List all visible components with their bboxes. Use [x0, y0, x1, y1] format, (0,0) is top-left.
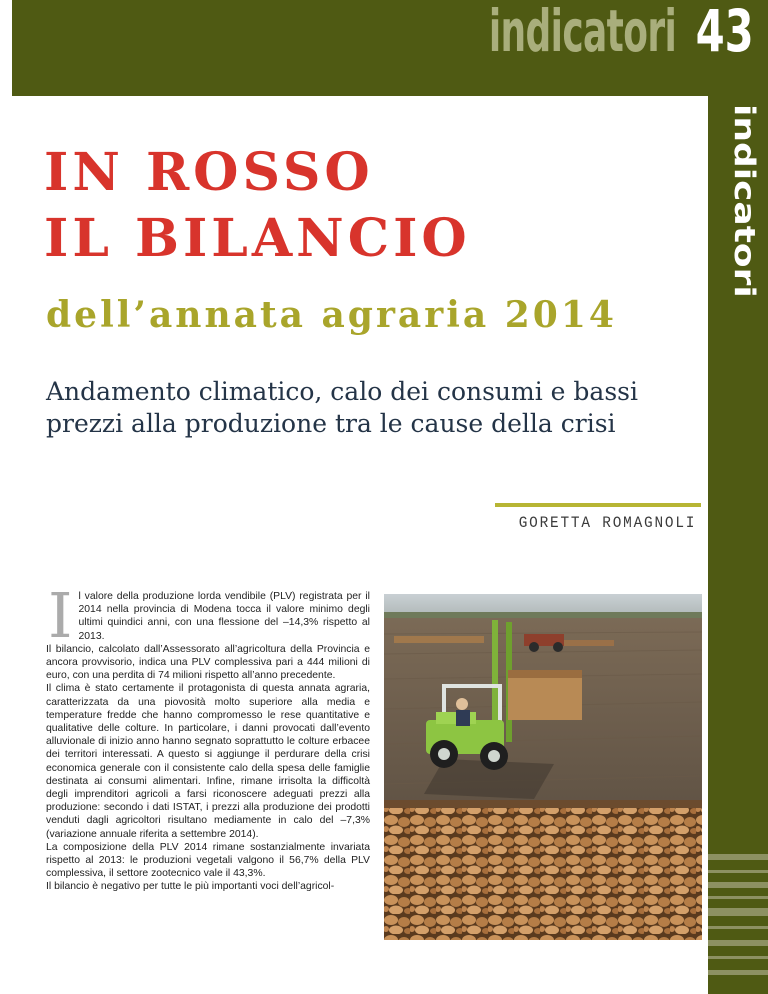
harvest-photo: [384, 594, 702, 940]
article-title: [44, 140, 471, 272]
body-paragraph-1: l valore della produzione lorda vendibile (PLV) registrata per il 2014 nella provincia di Modena tocca il valore minimo degli ultimi quindici anni, con una flessione del –14,3% rispetto al 2013.: [78, 591, 370, 642]
body-paragraph-4: La composizione della PLV 2014 rimane sostanzialmente invariata rispetto al 2013: le produzioni vegetali valgono il 56,7% della PLV complessiva, il settore zootecnico vale il 43,3%.: [46, 841, 370, 880]
drop-cap: I: [48, 579, 73, 652]
article-body: [46, 579, 370, 894]
title-line-1: IN ROSSO: [44, 142, 374, 203]
header-bar: [12, 0, 768, 96]
body-paragraph-5: Il bilancio è negativo per tutte le più importanti voci dell’agricol-: [46, 881, 335, 893]
body-paragraph-2: Il bilancio, calcolato dall’Assessorato all’agricoltura della Provincia e ancora provvisorio, indica una PLV complessiva pari a 444 milioni di euro, con una perdita di 74 milioni rispetto all’anno precedente.: [46, 643, 370, 682]
article-subtitle: dell’annata agraria 2014: [46, 294, 617, 336]
title-line-2: IL BILANCIO: [44, 208, 471, 269]
page-number: 43: [695, 0, 754, 65]
author-byline: GORETTA ROMAGNOLI: [518, 514, 696, 532]
body-paragraph-3: Il clima è stato certamente il protagonista di questa annata agraria, caratterizzata da una piovosità molto superiore alla media e temperature fredde che hanno compromesso le rese quantitative e qualitative delle colture. In particolare, i danni provocati dall’evento alluvionale di inizio anno hanno segnato soprattutto le colture erbacee dei territori interessati. A questo si aggiunge il perdurare della crisi economica generale con il consistente calo della spesa delle famiglie destinata ai consumi alimentari. Infine, rimane irrisolta la difficoltà degli imprenditori agricoli a farsi riconoscere adeguati prezzi alla produzione: secondo i dati ISTAT, i prezzi alla produzione dei prodotti venduti dagli agricoltori risultano mediamente in calo del –7,3% (variazione annuale riferita a settembre 2014).: [46, 683, 370, 840]
decorative-stripes: [708, 844, 768, 994]
side-section-text: indicatori: [727, 104, 761, 298]
harvest-photo-image: [384, 594, 702, 940]
byline-rule: [495, 503, 701, 507]
side-section-label: [716, 104, 761, 298]
section-title: indicatori: [488, 0, 676, 65]
article-deck: Andamento climatico, calo dei consumi e bassi prezzi alla produzione tra le cause della crisi: [46, 377, 638, 438]
